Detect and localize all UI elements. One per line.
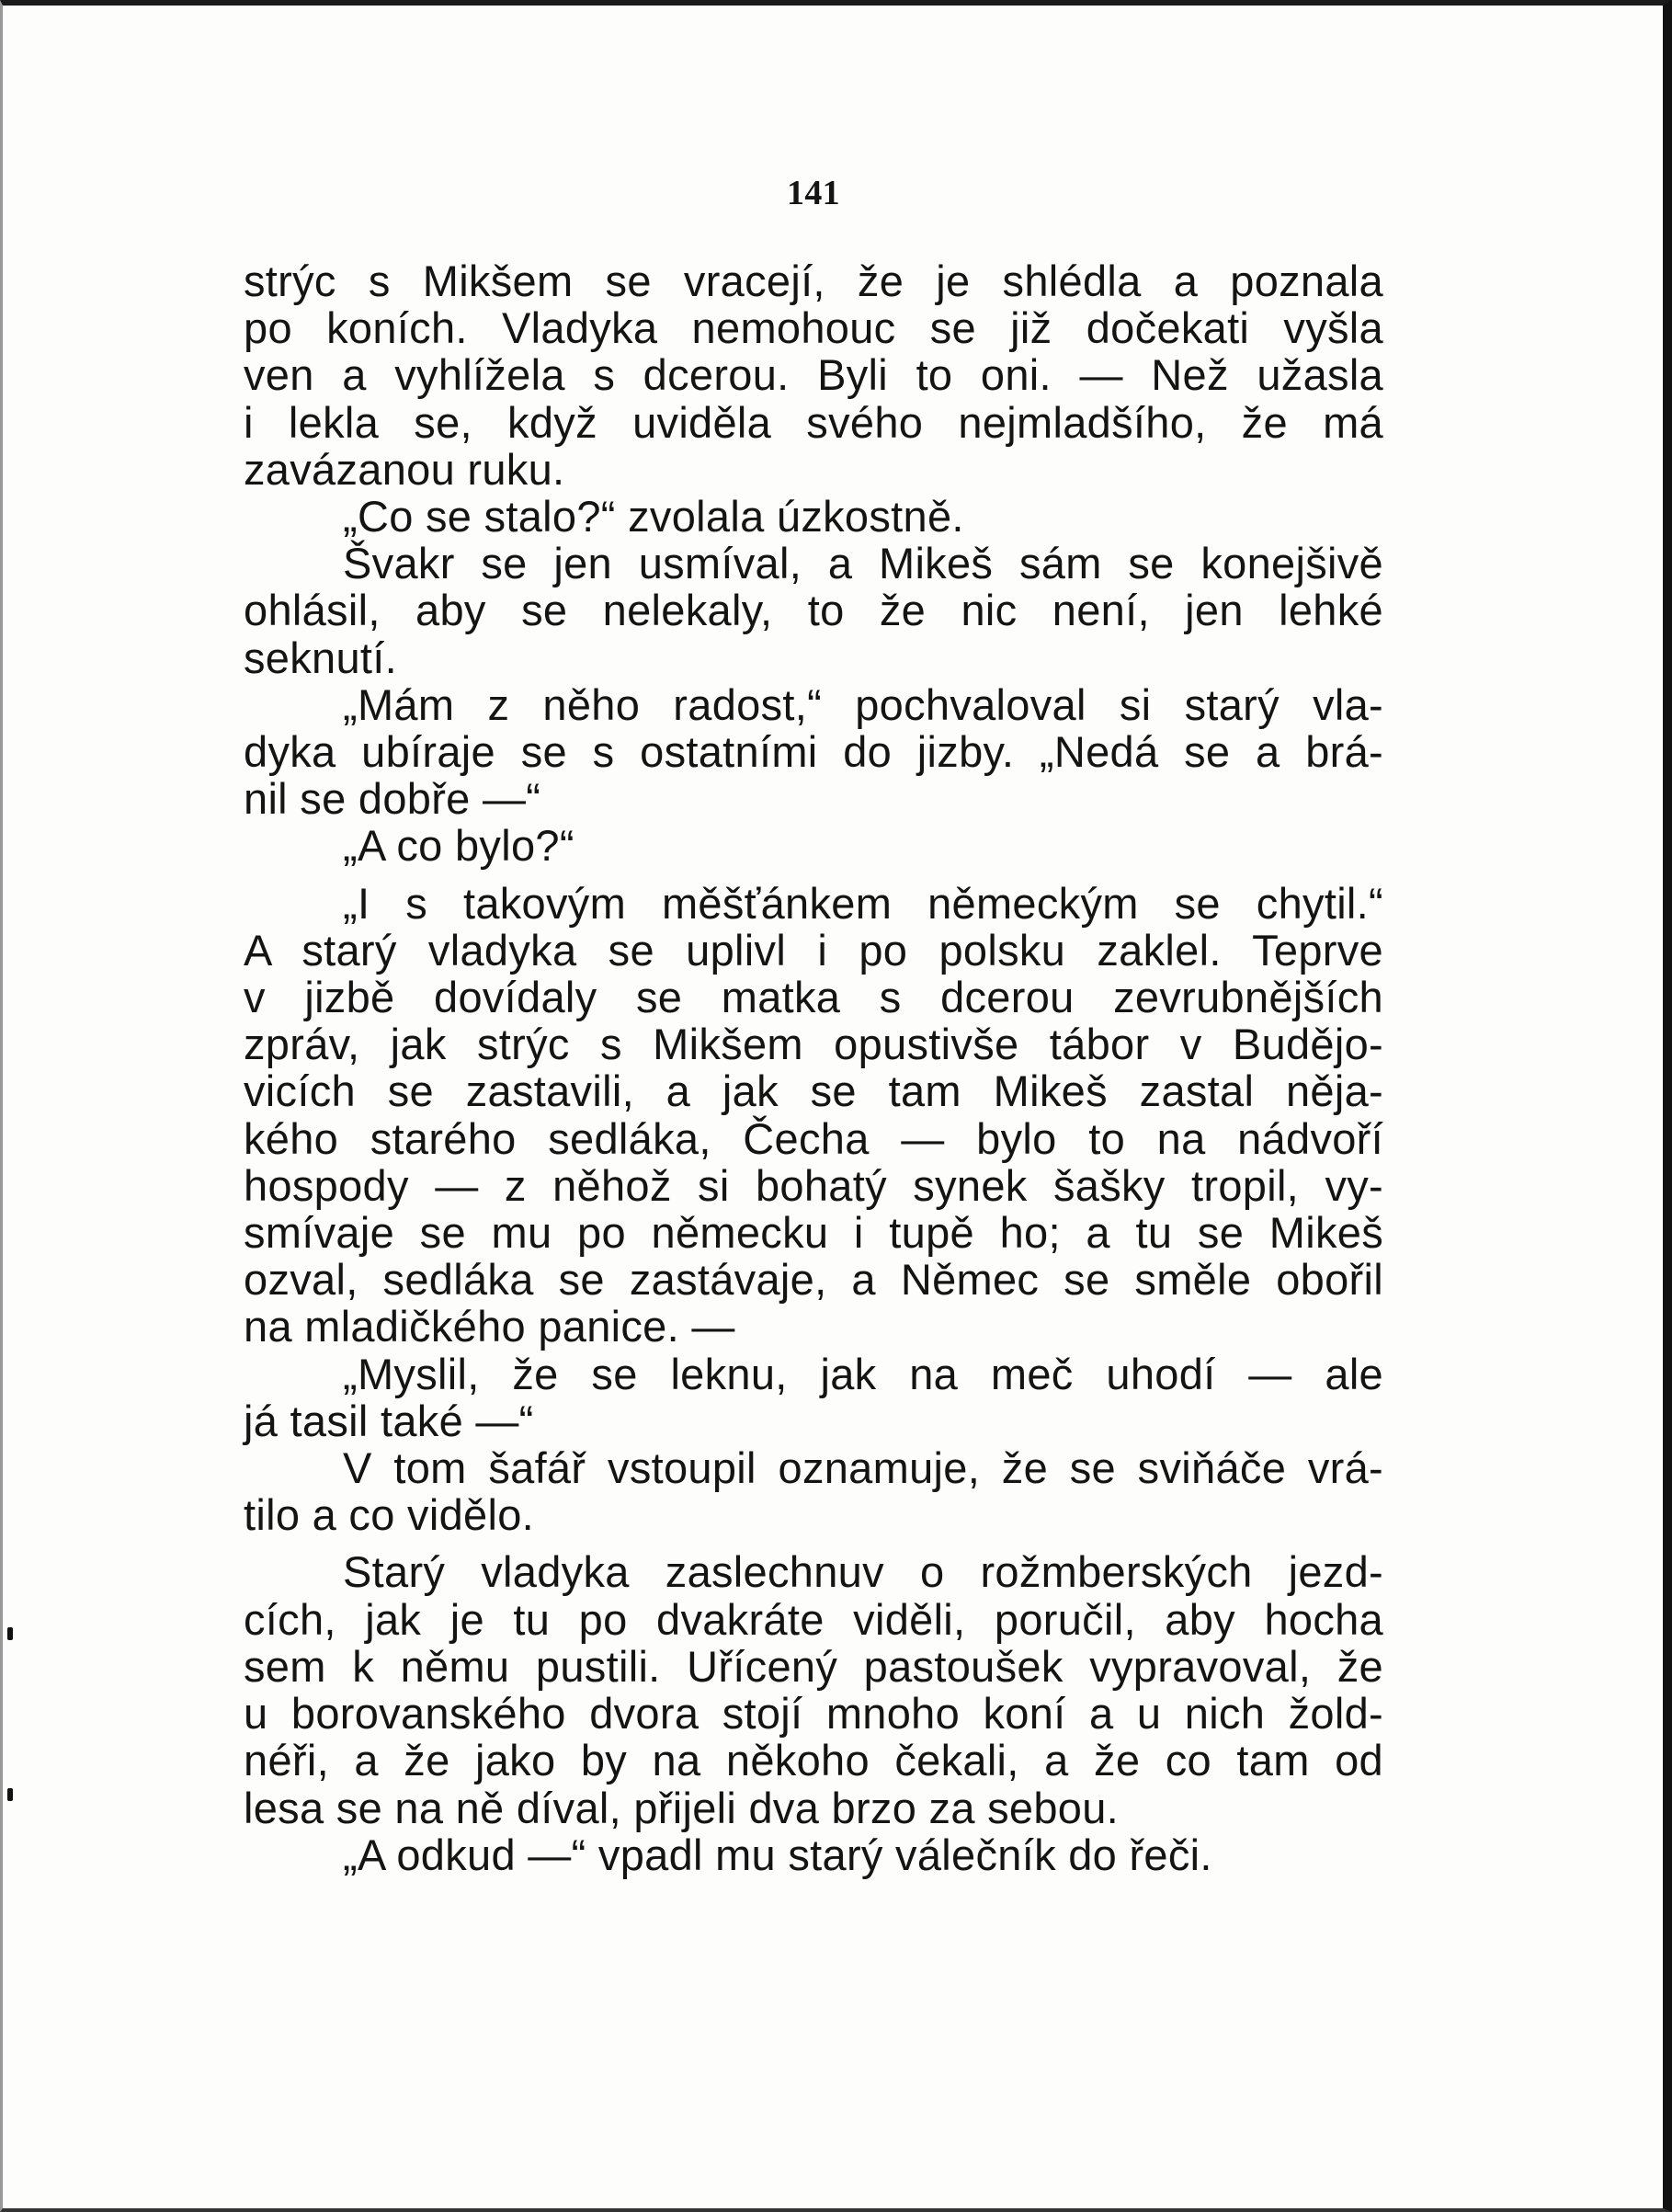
- paragraph: [244, 1444, 1383, 1538]
- text-line: Švakr se jen usmíval, a Mikeš sám se konejšivě: [343, 539, 1383, 588]
- text-line: ozval, sedláka se zastávaje, a Němec se směle obořil: [244, 1255, 1383, 1305]
- binding-mark: [7, 1627, 13, 1640]
- paragraph: [244, 493, 1383, 540]
- text-line: V tom šafář vstoupil oznamuje, že se sviňáče vrá-: [343, 1443, 1383, 1493]
- text-line: u borovanského dvora stojí mnoho koní a u nich žold-: [244, 1689, 1383, 1739]
- text-line: vicích se zastavili, a jak se tam Mikeš zastal něja-: [244, 1066, 1383, 1116]
- text-line: zpráv, jak strýc s Mikšem opustivše tábor v Budějo-: [244, 1020, 1383, 1069]
- text-line: „Myslil, že se leknu, jak na meč uhodí — ale: [343, 1349, 1383, 1398]
- text-line: cích, jak je tu po dvakráte viděli, poručil, aby hocha: [244, 1594, 1383, 1644]
- text-line: tilo a co vidělo.: [244, 1490, 534, 1540]
- paragraph: [244, 257, 1383, 493]
- text-line: i lekla se, když uviděla svého nejmladšího, že má: [244, 397, 1383, 447]
- text-line: néři, a že jako by na někoho čekali, a že co tam od: [244, 1736, 1383, 1785]
- text-line: kého starého sedláka, Čecha — bylo to na nádvoří: [244, 1113, 1383, 1163]
- text-line: Starý vladyka zaslechnuv o rožmberských jezd-: [343, 1547, 1383, 1597]
- text-line: v jizbě dovídaly se matka s dcerou zevrubnějších: [244, 973, 1383, 1022]
- text-line: dyka ubíraje se s ostatními do jizby. „Nedá se a brá-: [244, 727, 1383, 777]
- text-line: „I s takovým měšťánkem německým se chytil.“: [343, 878, 1383, 928]
- text-line: A starý vladyka se uplivl i po polsku zaklel. Teprve: [244, 925, 1383, 975]
- body-text: [244, 257, 1383, 1878]
- paragraph: [244, 1548, 1383, 1830]
- text-line: seknutí.: [244, 633, 397, 682]
- text-line: „Co se stalo?“ zvolala úzkostně.: [343, 492, 964, 542]
- paragraph: [244, 822, 1383, 869]
- text-line: hospody — z něhož si bohatý synek šašky tropil, vy-: [244, 1160, 1383, 1210]
- text-line: ven a vyhlížela s dcerou. Byli to oni. — Než užasla: [244, 350, 1383, 400]
- paragraph: [244, 1351, 1383, 1444]
- text-line: nil se dobře —“: [244, 774, 541, 824]
- paragraph: [244, 880, 1383, 1351]
- text-line: „A odkud —“ vpadl mu starý válečník do řeči.: [343, 1830, 1212, 1879]
- text-line: „Mám z něho radost,“ pochvaloval si starý vla-: [343, 679, 1383, 729]
- paragraph: [244, 681, 1383, 823]
- text-line: já tasil také —“: [244, 1396, 534, 1445]
- text-line: zavázanou ruku.: [244, 444, 565, 494]
- book-page: [244, 170, 1383, 1878]
- paragraph: [244, 540, 1383, 681]
- text-line: lesa se na ně díval, přijeli dva brzo za sebou.: [244, 1783, 1120, 1832]
- text-line: na mladičkého panice. —: [244, 1302, 735, 1351]
- text-line: smívaje se mu po německu i tupě ho; a tu se Mikeš: [244, 1208, 1383, 1258]
- text-line: strýc s Mikšem se vracejí, že je shlédla a poznala: [244, 257, 1383, 305]
- page-number: 141: [787, 174, 840, 212]
- binding-mark: [7, 1788, 13, 1801]
- text-line: „A co bylo?“: [343, 821, 574, 871]
- text-line: ohlásil, aby se nelekaly, to že nic není, jen lehké: [244, 586, 1383, 635]
- text-line: po koních. Vladyka nemohouc se již dočekati vyšla: [244, 303, 1383, 353]
- text-line: sem k němu pustili. Uřícený pastoušek vypravoval, že: [244, 1641, 1383, 1691]
- paragraph: [244, 1831, 1383, 1878]
